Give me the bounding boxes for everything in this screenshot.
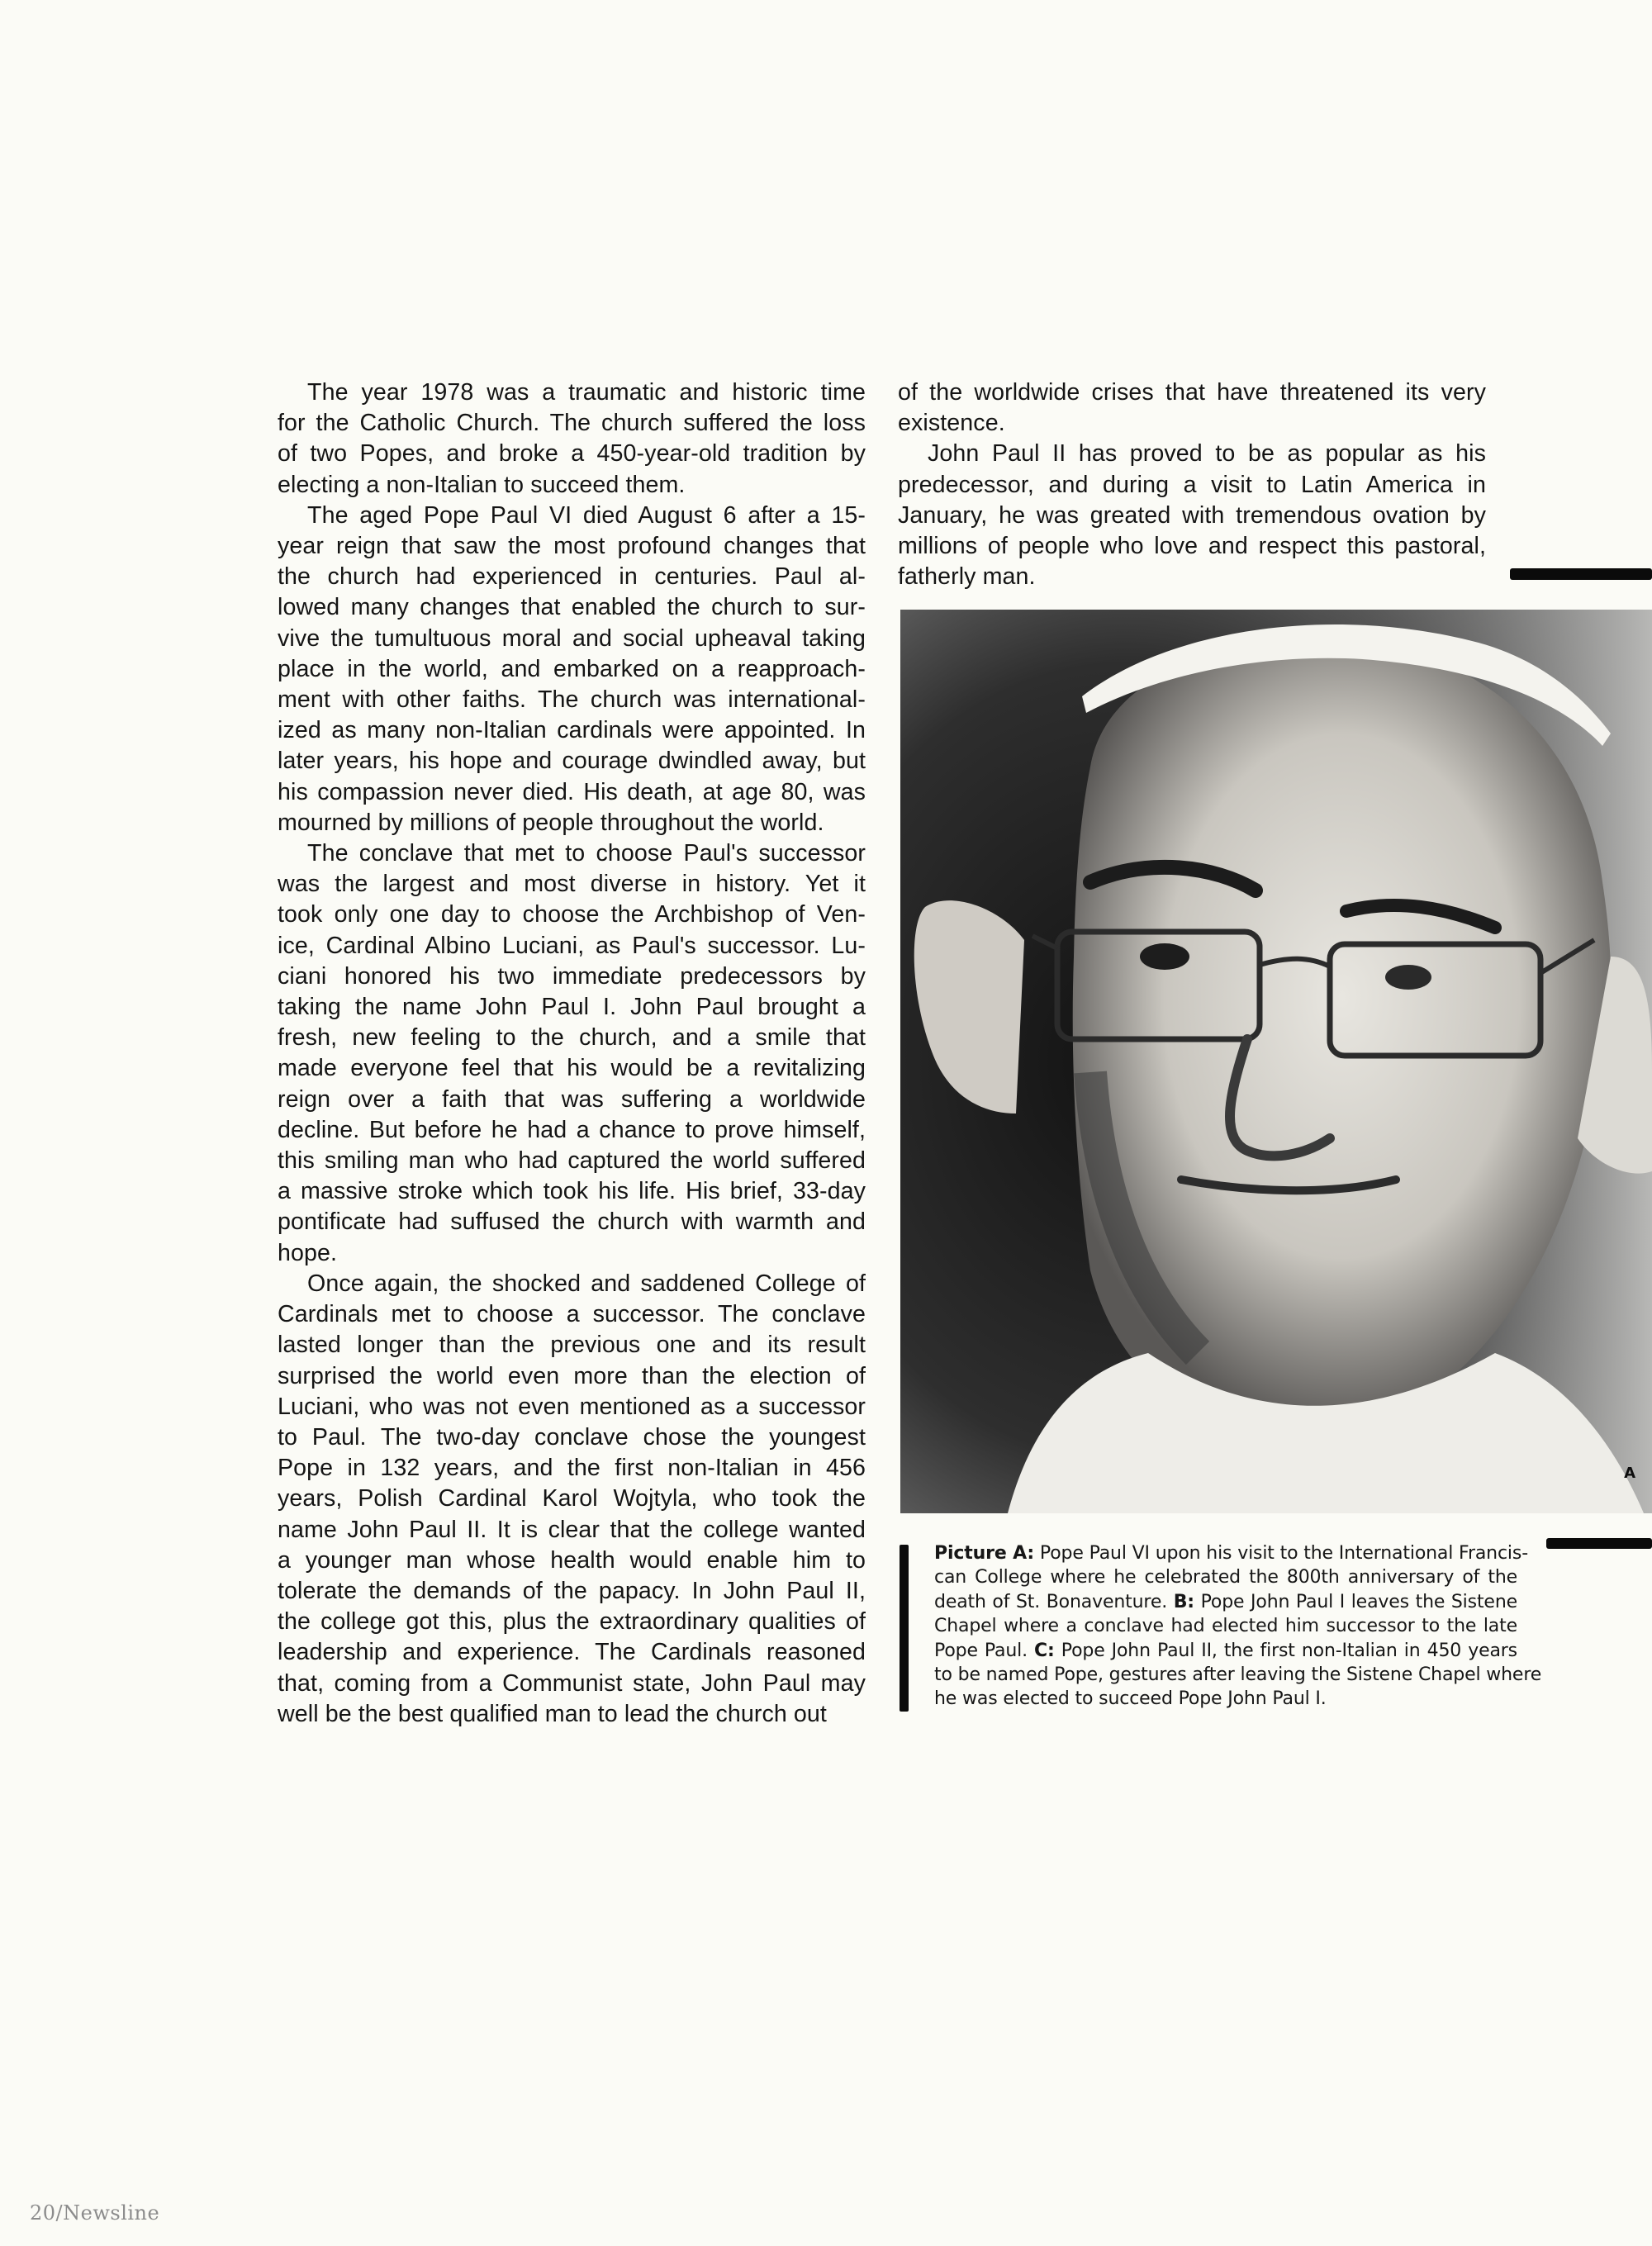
caption-line: [934, 1565, 1517, 1589]
text-line: taking the name John Paul I. John Paul brought a: [278, 994, 866, 1021]
caption-text: can College where he celebrated the 800th anniversary of the: [934, 1567, 1517, 1588]
text-line: place in the world, and embarked on a reapproach-: [278, 655, 866, 682]
caption-text: Chapel where a conclave had elected him successor to the late: [934, 1616, 1517, 1637]
text-line: well be the best qualified man to lead the church out: [278, 1700, 827, 1727]
article-right-column: [898, 377, 1486, 592]
text-line: ment with other faiths. The church was international-: [278, 686, 866, 714]
caption-text: to be named Pope, gestures after leaving the Sistene Chapel where: [934, 1664, 1542, 1686]
text-line: for the Catholic Church. The church suffered the loss: [278, 410, 866, 437]
text-line: years, Polish Cardinal Karol Wojtyla, who took the: [278, 1485, 866, 1512]
text-line: fatherly man.: [898, 563, 1036, 591]
caption-line: [934, 1614, 1517, 1638]
text-line: that, coming from a Communist state, John Paul may: [278, 1669, 866, 1697]
text-line: tolerate the demands of the papacy. In John Paul II,: [278, 1577, 866, 1604]
caption-line: [934, 1541, 1528, 1565]
text-line: pontificate had suffused the church with warmth and: [278, 1208, 866, 1236]
paragraph: [278, 1269, 866, 1730]
text-line: Pope in 132 years, and the first non-Italian in 456: [278, 1455, 866, 1482]
caption-label: B:: [1173, 1591, 1194, 1612]
text-line: ized as many non-Italian cardinals were appointed. In: [278, 717, 866, 744]
caption-line: [934, 1687, 1517, 1711]
portrait-image: [900, 610, 1652, 1513]
text-line: Once again, the shocked and saddened College of: [307, 1270, 866, 1297]
text-line: vive the tumultuous moral and social upheaval taking: [278, 624, 866, 652]
text-line: fresh, new feeling to the church, and a smile that: [278, 1024, 866, 1052]
text-line: took only one day to choose the Archbishop of Ven-: [278, 901, 866, 928]
text-line: existence.: [898, 410, 1005, 437]
article-left-column: [278, 377, 866, 1730]
text-line: this smiling man who had captured the world suffered: [278, 1147, 866, 1175]
text-line: surprised the world even more than the election of: [278, 1362, 866, 1389]
photo-pope-paul-vi: [900, 610, 1652, 1513]
paragraph: [898, 377, 1486, 439]
text-line: ice, Cardinal Albino Luciani, as Paul's successor. Lu-: [278, 932, 866, 959]
text-line: name John Paul II. It is clear that the college wanted: [278, 1516, 866, 1543]
text-line: mourned by millions of people throughout the world.: [278, 809, 824, 836]
caption-rule-vertical: [900, 1545, 909, 1712]
caption-label: Picture A:: [934, 1543, 1035, 1564]
text-line: electing a non-Italian to succeed them.: [278, 471, 686, 498]
caption-line: [934, 1639, 1517, 1663]
text-line: hope.: [278, 1239, 338, 1266]
photo-label: A: [1624, 1465, 1635, 1482]
text-line: ciani honored his two immediate predecessors by: [278, 962, 866, 990]
text-line: his compassion never died. His death, at age 80, was: [278, 778, 866, 805]
text-line: of the worldwide crises that have threatened its very: [898, 379, 1486, 406]
paragraph: [898, 439, 1486, 592]
text-line: leadership and experience. The Cardinals reasoned: [278, 1639, 866, 1666]
caption-line: [934, 1663, 1542, 1687]
text-line: lasted longer than the previous one and its result: [278, 1332, 866, 1359]
text-line: January, he was greated with tremendous ovation by: [898, 501, 1486, 529]
text-line: Cardinals met to choose a successor. The conclave: [278, 1301, 866, 1328]
text-line: of two Popes, and broke a 450-year-old tradition by: [278, 440, 866, 468]
text-line: John Paul II has proved to be as popular as his: [928, 440, 1486, 468]
text-line: to Paul. The two-day conclave chose the youngest: [278, 1423, 866, 1451]
text-line: The year 1978 was a traumatic and historic time: [307, 379, 866, 406]
page-footer: 20/Newsline: [30, 2201, 160, 2225]
text-line: decline. But before he had a chance to prove himself,: [278, 1116, 866, 1143]
paragraph: [278, 377, 866, 501]
photo-caption: [934, 1541, 1542, 1712]
text-line: later years, his hope and courage dwindled away, but: [278, 748, 866, 775]
decorative-rule-caption: [1546, 1538, 1652, 1549]
caption-text: Pope Paul VI upon his visit to the International Francis-: [1034, 1543, 1528, 1564]
paragraph: [278, 838, 866, 1269]
caption-text: Pope John Paul II, the first non-Italian in 450 years: [1054, 1640, 1517, 1661]
text-line: The aged Pope Paul VI died August 6 after a 15-: [307, 501, 866, 529]
decorative-rule-top: [1510, 568, 1652, 580]
caption-line: [934, 1590, 1517, 1614]
text-line: the church had experienced in centuries. Paul al-: [278, 563, 866, 591]
text-line: a massive stroke which took his life. His brief, 33-day: [278, 1178, 866, 1205]
caption-text: he was elected to succeed Pope John Paul I.: [934, 1688, 1327, 1710]
text-line: millions of people who love and respect this pastoral,: [898, 533, 1486, 560]
text-line: The conclave that met to choose Paul's successor: [307, 840, 866, 867]
text-line: Luciani, who was not even mentioned as a successor: [278, 1393, 866, 1420]
text-line: a younger man whose health would enable him to: [278, 1546, 866, 1574]
text-line: was the largest and most diverse in history. Yet it: [278, 871, 866, 898]
caption-text: Pope Paul.: [934, 1640, 1035, 1661]
caption-text: Pope John Paul I leaves the Sistene: [1194, 1591, 1517, 1612]
paragraph: [278, 501, 866, 838]
text-line: predecessor, and during a visit to Latin America in: [898, 471, 1486, 498]
text-line: the college got this, plus the extraordinary qualities of: [278, 1608, 866, 1636]
caption-label: C:: [1034, 1640, 1055, 1661]
text-line: year reign that saw the most profound changes that: [278, 533, 866, 560]
caption-text: death of St. Bonaventure.: [934, 1591, 1174, 1612]
text-line: lowed many changes that enabled the church to sur-: [278, 594, 866, 621]
text-line: reign over a faith that was suffering a worldwide: [278, 1085, 866, 1113]
text-line: made everyone feel that his would be a revitalizing: [278, 1055, 866, 1082]
